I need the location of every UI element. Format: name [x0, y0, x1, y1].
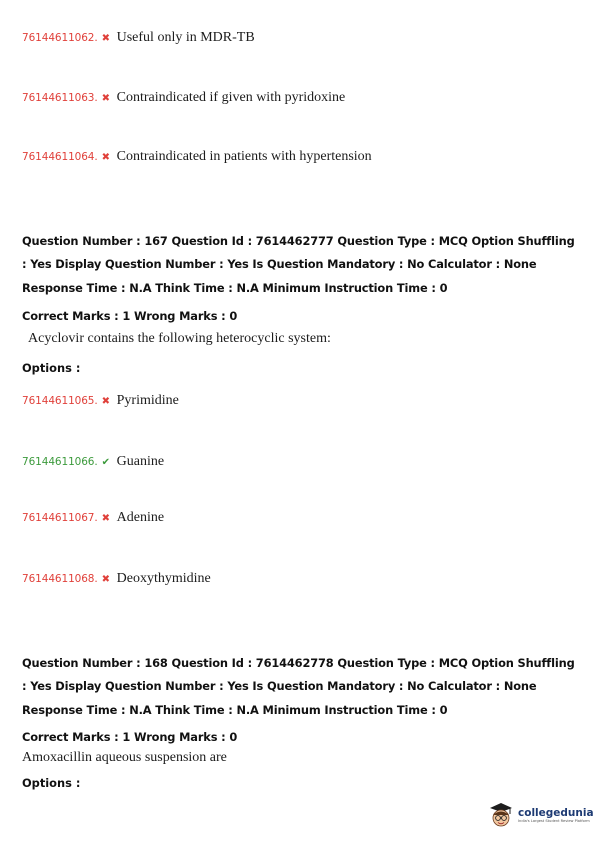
cross-mark-icon: ✖ — [101, 152, 111, 163]
logo-name: collegedunia — [518, 806, 594, 819]
option-text: Adenine — [116, 510, 165, 525]
option-row — [22, 571, 211, 587]
option-row — [22, 30, 255, 46]
cross-mark-icon: ✖ — [101, 513, 111, 524]
cross-mark-icon: ✖ — [101, 33, 111, 44]
option-id: 76144611068. — [22, 573, 98, 585]
option-row — [22, 510, 164, 526]
option-text: Contraindicated if given with pyridoxine — [116, 90, 346, 105]
option-id: 76144611064. — [22, 151, 98, 163]
option-row — [22, 90, 345, 106]
option-text: Contraindicated in patients with hypertension — [116, 149, 372, 164]
option-text: Deoxythymidine — [116, 571, 211, 586]
options-label: Options : — [22, 776, 81, 790]
question-text: Acyclovir contains the following heterocyclic system: — [28, 331, 331, 346]
cross-mark-icon: ✖ — [101, 396, 111, 407]
mascot-icon — [488, 800, 514, 830]
logo-tagline: India's Largest Student Review Platform — [518, 818, 590, 823]
cross-mark-icon: ✖ — [101, 93, 111, 104]
collegedunia-logo — [488, 800, 594, 830]
option-id: 76144611066. — [22, 456, 98, 468]
option-row — [22, 454, 164, 470]
option-row — [22, 149, 372, 165]
cross-mark-icon: ✖ — [101, 574, 111, 585]
question-meta: Question Number : 167 Question Id : 7614462777 Question Type : MCQ Option Shuffling : Yes Display Question Number : Yes Is Question Mandatory : No Calculator : None Response Time : N.A Think Time : N.A Minimum Instruction Time : 0 — [22, 234, 575, 295]
option-id: 76144611065. — [22, 395, 98, 407]
option-text: Useful only in MDR-TB — [116, 30, 255, 45]
option-row — [22, 393, 179, 409]
option-text: Pyrimidine — [116, 393, 179, 408]
option-id: 76144611067. — [22, 512, 98, 524]
question-meta: Question Number : 168 Question Id : 7614462778 Question Type : MCQ Option Shuffling : Yes Display Question Number : Yes Is Question Mandatory : No Calculator : None Response Time : N.A Think Time : N.A Minimum Instruction Time : 0 — [22, 656, 575, 717]
options-label: Options : — [22, 361, 81, 375]
option-text: Guanine — [116, 454, 165, 469]
question-text: Amoxacillin aqueous suspension are — [22, 750, 227, 765]
option-id: 76144611062. — [22, 32, 98, 44]
question-marks: Correct Marks : 1 Wrong Marks : 0 — [22, 730, 238, 744]
option-id: 76144611063. — [22, 92, 98, 104]
check-mark-icon: ✔ — [101, 457, 111, 468]
question-marks: Correct Marks : 1 Wrong Marks : 0 — [22, 309, 238, 323]
